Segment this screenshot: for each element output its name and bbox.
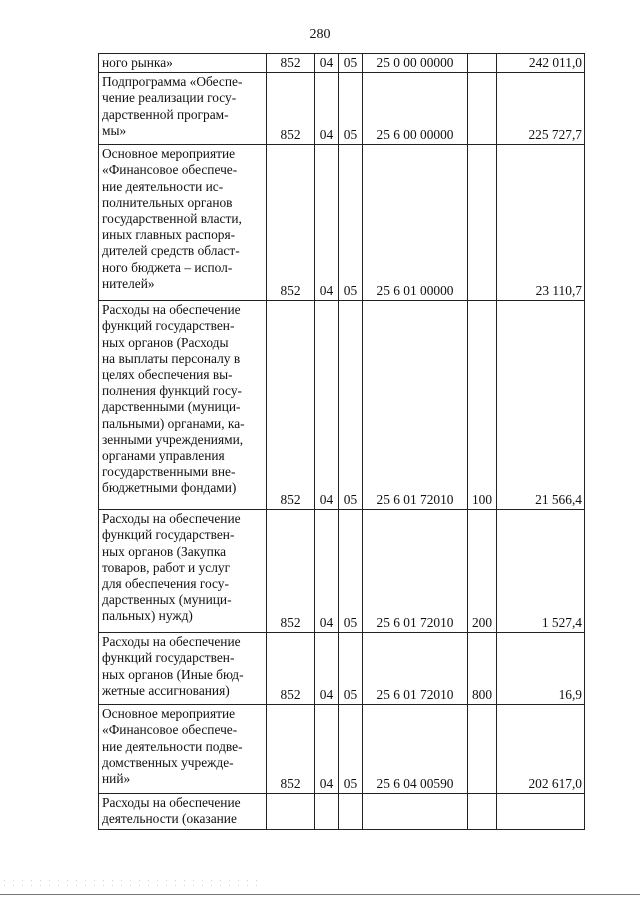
row-name: Расходы на обеспечение деятельности (оказание	[99, 794, 267, 830]
subsection-code	[339, 794, 363, 830]
table-row	[99, 54, 585, 73]
row-name: Основное мероприятие «Финансовое обеспече- ние деятельности ис- полнительных органов государственной власти, иных главных распоря- дителей средств област- ного бюджета – испол- нителей»	[99, 145, 267, 301]
section-code: 04	[315, 705, 339, 794]
row-name: Основное мероприятие «Финансовое обеспече- ние деятельности подве- домственных учрежде- ний»	[99, 705, 267, 794]
subsection-code: 05	[339, 510, 363, 633]
row-name: Расходы на обеспечение функций государствен- ных органов (Закупка товаров, работ и услуг для обеспечения госу- дарственных (муници- пальных) нужд)	[99, 510, 267, 633]
subsection-code: 05	[339, 705, 363, 794]
expense-type-code	[468, 705, 497, 794]
subsection-code: 05	[339, 54, 363, 73]
ministry-code: 852	[267, 705, 315, 794]
scan-edge-line	[0, 894, 640, 895]
target-article-code: 25 0 00 00000	[363, 54, 468, 73]
section-code: 04	[315, 510, 339, 633]
target-article-code: 25 6 01 72010	[363, 510, 468, 633]
expense-type-code: 100	[468, 301, 497, 510]
budget-table	[98, 53, 585, 830]
table-row	[99, 705, 585, 794]
target-article-code: 25 6 01 72010	[363, 633, 468, 705]
page-number: 280	[309, 27, 331, 42]
ministry-code: 852	[267, 73, 315, 145]
amount: 21 566,4	[497, 301, 585, 510]
amount	[497, 794, 585, 830]
table-row	[99, 510, 585, 633]
expense-type-code: 800	[468, 633, 497, 705]
expense-type-code	[468, 794, 497, 830]
target-article-code: 25 6 00 00000	[363, 73, 468, 145]
subsection-code: 05	[339, 145, 363, 301]
amount: 23 110,7	[497, 145, 585, 301]
subsection-code: 05	[339, 633, 363, 705]
row-name: Расходы на обеспечение функций государствен- ных органов (Расходы на выплаты персоналу в целях обеспечения вы- полнения функций госу- дарственными (муници- пальными) органами, ка- зенными учреждениями, органами управления государственными вне- бюджетными фондами)	[99, 301, 267, 510]
table-row	[99, 301, 585, 510]
table-row	[99, 633, 585, 705]
row-name: Подпрограмма «Обеспе- чение реализации госу- дарственной програм- мы»	[99, 73, 267, 145]
ministry-code: 852	[267, 633, 315, 705]
amount: 225 727,7	[497, 73, 585, 145]
subsection-code: 05	[339, 73, 363, 145]
ministry-code: 852	[267, 145, 315, 301]
ministry-code: 852	[267, 510, 315, 633]
table-row	[99, 794, 585, 830]
row-name: Расходы на обеспечение функций государствен- ных органов (Иные бюд- жетные ассигнования)	[99, 633, 267, 705]
target-article-code: 25 6 01 72010	[363, 301, 468, 510]
expense-type-code	[468, 145, 497, 301]
ministry-code: 852	[267, 301, 315, 510]
ministry-code	[267, 794, 315, 830]
table-row	[99, 73, 585, 145]
amount: 242 011,0	[497, 54, 585, 73]
target-article-code: 25 6 01 00000	[363, 145, 468, 301]
expense-type-code	[468, 73, 497, 145]
section-code: 04	[315, 54, 339, 73]
row-name: ного рынка»	[99, 54, 267, 73]
section-code: 04	[315, 145, 339, 301]
expense-type-code: 200	[468, 510, 497, 633]
target-article-code: 25 6 04 00590	[363, 705, 468, 794]
ministry-code: 852	[267, 54, 315, 73]
amount: 202 617,0	[497, 705, 585, 794]
expense-type-code	[468, 54, 497, 73]
subsection-code: 05	[339, 301, 363, 510]
section-code: 04	[315, 73, 339, 145]
scan-noise	[0, 878, 260, 890]
section-code: 04	[315, 301, 339, 510]
target-article-code	[363, 794, 468, 830]
section-code	[315, 794, 339, 830]
section-code: 04	[315, 633, 339, 705]
amount: 1 527,4	[497, 510, 585, 633]
table-row	[99, 145, 585, 301]
amount: 16,9	[497, 633, 585, 705]
